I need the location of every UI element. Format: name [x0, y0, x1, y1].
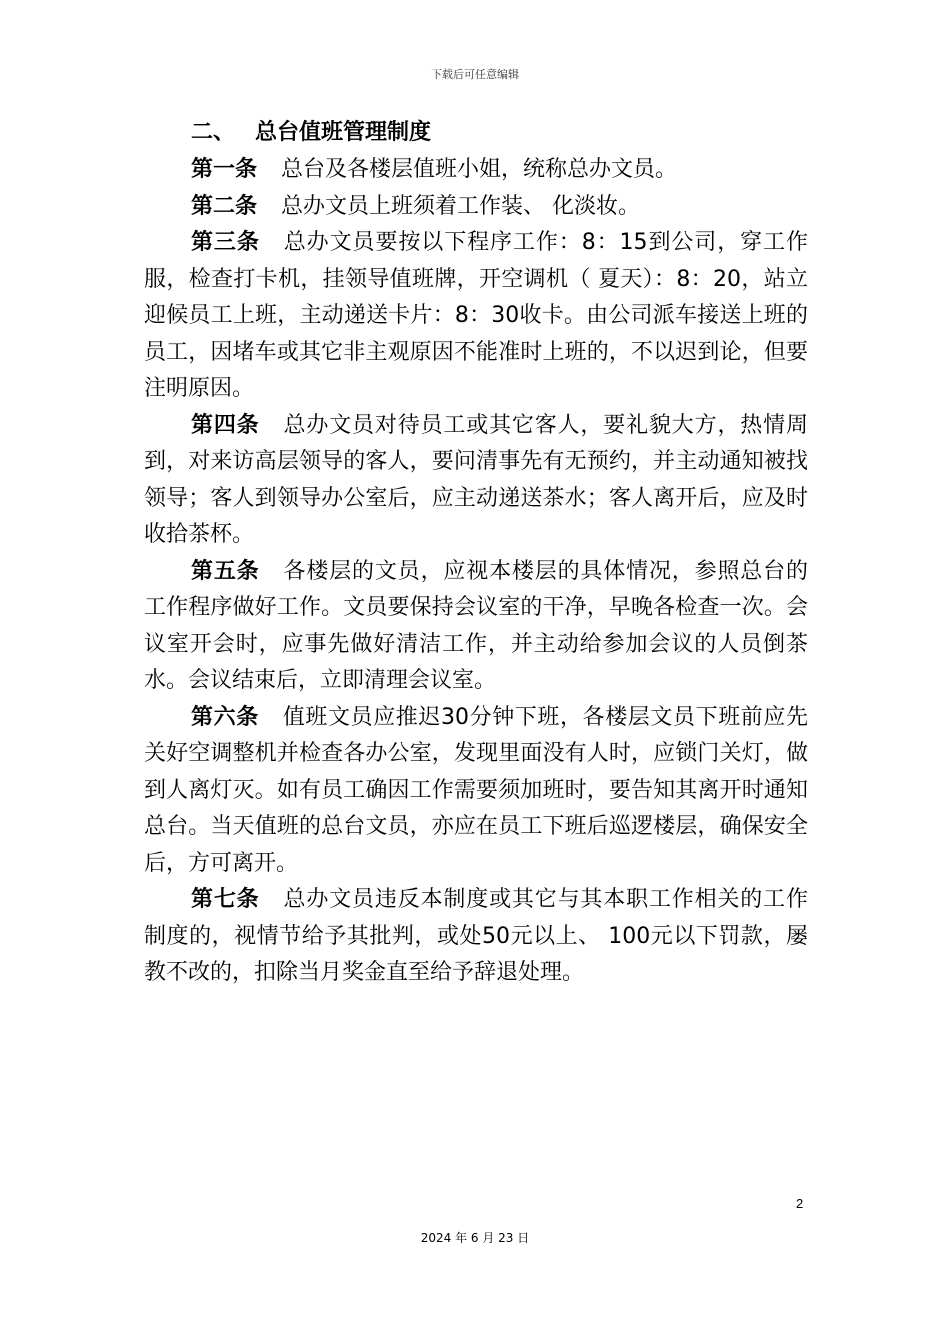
article-label: 第五条	[191, 558, 260, 584]
article-label: 第一条	[191, 157, 258, 182]
article-7	[144, 882, 808, 992]
article-label: 第二条	[191, 193, 258, 219]
article-4	[144, 408, 808, 554]
article-1	[144, 152, 808, 189]
article-text: 总办文员要按以下程序工作：8：15到公司，穿工作服，检查打卡机，挂领导值班牌，开空调机（ 夏天）：8：20，站立迎候员工上班，主动递送卡片：8：30收卡。由公司派车接送上班的员工，因堵车或其它非主观原因不能准时上班的，不以迟到论，但要注明原因。	[144, 230, 808, 401]
section-title: 总台值班管理制度	[255, 120, 432, 145]
article-2	[144, 189, 808, 226]
article-3	[144, 225, 808, 408]
article-label: 第四条	[191, 412, 260, 438]
section-heading	[144, 114, 808, 152]
page-header: 下载后可任意编辑	[431, 68, 519, 81]
article-text: 总台及各楼层值班小姐，统称总办文员。	[281, 157, 678, 182]
page-footer-date: 2024 年 6 月 23 日	[420, 1231, 530, 1245]
document-body	[144, 114, 808, 992]
article-text: 总办文员上班须着工作装、 化淡妆。	[281, 193, 641, 219]
section-number: 二、	[191, 120, 236, 145]
article-5	[144, 554, 808, 700]
article-label: 第七条	[191, 887, 260, 912]
article-label: 第六条	[191, 704, 259, 730]
article-text: 各楼层的文员，应视本楼层的具体情况，参照总台的工作程序做好工作。文员要保持会议室的干净，早晚各检查一次。会议室开会时，应事先做好清洁工作，并主动给参加会议的人员倒茶水。会议结束后，立即清理会议室。	[144, 558, 808, 693]
article-text: 值班文员应推迟30分钟下班，各楼层文员下班前应先关好空调整机并检查各办公室，发现里面没有人时，应锁门关灯，做到人离灯灭。如有员工确因工作需要须加班时，要告知其离开时通知总台。当天值班的总台文员，亦应在员工下班后巡逻楼层，确保安全后，方可离开。	[144, 704, 808, 876]
article-6	[144, 700, 808, 883]
article-text: 总办文员对待员工或其它客人，要礼貌大方，热情周到，对来访高层领导的客人，要问清事先有无预约，并主动通知被找领导；客人到领导办公室后，应主动递送茶水；客人离开后，应及时收拾茶杯。	[144, 412, 808, 547]
page-number: 2	[796, 1196, 804, 1211]
article-text: 总办文员违反本制度或其它与其本职工作相关的工作制度的，视情节给予其批判，或处50元以上、 100元以下罚款，屡教不改的，扣除当月奖金直至给予辞退处理。	[144, 887, 808, 985]
article-label: 第三条	[191, 230, 260, 255]
